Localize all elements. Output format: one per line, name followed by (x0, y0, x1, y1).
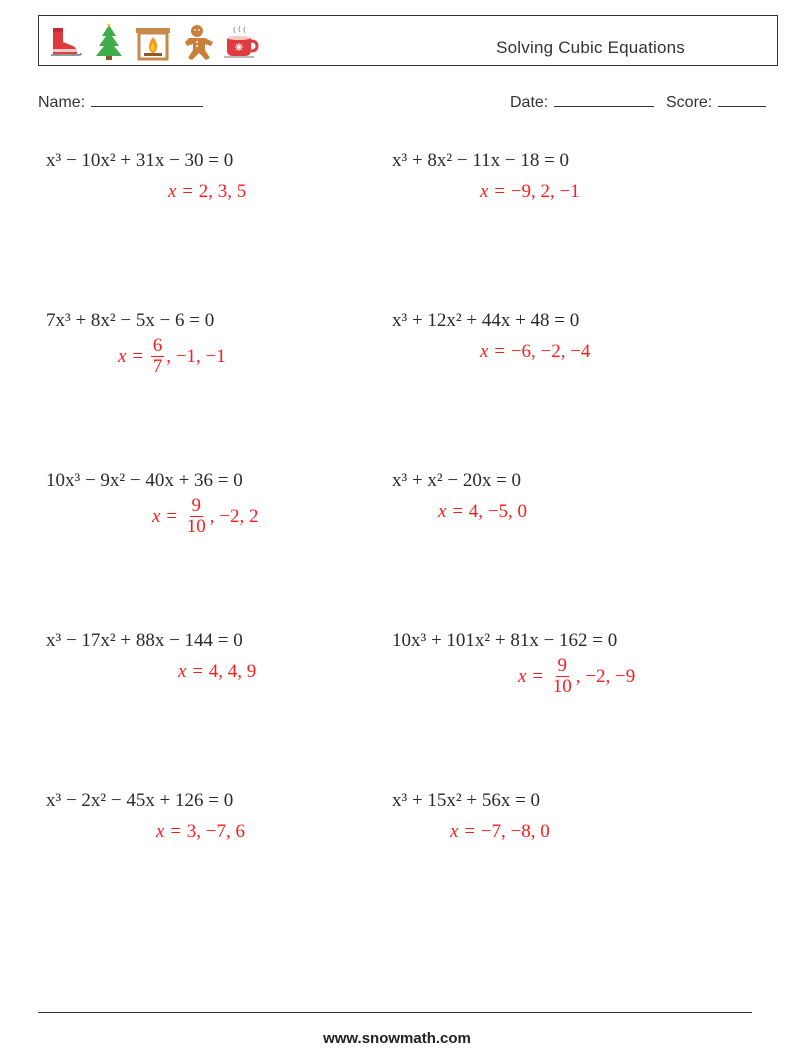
answer-5 (152, 496, 258, 537)
answer-value: 2, 3, 5 (198, 181, 247, 202)
problem-7: x³ − 17x² + 88x − 144 = 0 (46, 630, 243, 651)
answer-prefix: x = (156, 821, 183, 842)
answer-value: 4, 4, 9 (208, 661, 257, 682)
problem-1: x³ − 10x² + 31x − 30 = 0 (46, 150, 234, 171)
answer-7 (178, 661, 256, 683)
name-field (38, 92, 203, 112)
answer-fraction: $\frac{9}{10}$ (552, 655, 572, 697)
answer-prefix: x = (118, 345, 145, 367)
answer-prefix: x = (152, 505, 179, 527)
answer-value: −9, 2, −1 (510, 181, 580, 202)
problem-4: x³ + 12x² + 44x + 48 = 0 (392, 310, 580, 331)
gingerbread-man-icon (177, 22, 217, 62)
name-blank[interactable] (91, 92, 203, 107)
christmas-tree-icon (89, 22, 129, 62)
answer-value: 3, −7, 6 (186, 821, 245, 842)
problem-2: x³ + 8x² − 11x − 18 = 0 (392, 150, 570, 171)
fireplace-icon (133, 22, 173, 62)
answer-fraction: $\frac{9}{10}$ (186, 495, 206, 537)
answer-value: 4, −5, 0 (468, 501, 527, 522)
worksheet-header (38, 15, 778, 66)
problem-8: 10x³ + 101x² + 81x − 162 = 0 (392, 630, 618, 651)
answer-4 (480, 341, 590, 363)
date-label: Date: (510, 94, 549, 111)
answer-2 (480, 181, 580, 203)
score-label: Score: (666, 94, 713, 111)
answer-rest: , −2, −9 (575, 665, 636, 687)
answer-prefix: x = (438, 501, 465, 522)
problem-3: 7x³ + 8x² − 5x − 6 = 0 (46, 310, 215, 331)
ice-skate-icon (45, 22, 85, 62)
problem-6: x³ + x² − 20x = 0 (392, 470, 522, 491)
answer-fraction: $\frac{6}{7}$ (152, 335, 163, 377)
score-field (666, 92, 766, 112)
hot-cocoa-mug-icon (221, 22, 261, 62)
problem-9: x³ − 2x² − 45x + 126 = 0 (46, 790, 234, 811)
footer-divider (38, 1012, 752, 1013)
date-blank[interactable] (554, 92, 654, 107)
problem-10: x³ + 15x² + 56x = 0 (392, 790, 541, 811)
icon-strip (45, 22, 261, 62)
answer-8 (518, 656, 635, 697)
answer-9 (156, 821, 245, 843)
worksheet-title: Solving Cubic Equations (496, 38, 685, 57)
answer-1 (168, 181, 246, 203)
answer-value: −6, −2, −4 (510, 341, 591, 362)
answer-prefix: x = (518, 665, 545, 687)
answer-6 (438, 501, 527, 523)
answer-rest: , −1, −1 (166, 345, 226, 367)
answer-prefix: x = (178, 661, 205, 682)
answer-prefix: x = (480, 341, 507, 362)
answer-rest: , −2, 2 (209, 505, 259, 527)
answer-prefix: x = (480, 181, 507, 202)
footer-site-link[interactable]: www.snowmath.com (323, 1030, 471, 1047)
date-field (510, 92, 654, 112)
answer-value: −7, −8, 0 (480, 821, 550, 842)
problem-5: 10x³ − 9x² − 40x + 36 = 0 (46, 470, 243, 491)
name-label: Name: (38, 94, 86, 111)
score-blank[interactable] (718, 92, 766, 107)
answer-prefix: x = (168, 181, 195, 202)
answer-3 (118, 336, 226, 377)
answer-10 (450, 821, 550, 843)
answer-prefix: x = (450, 821, 477, 842)
